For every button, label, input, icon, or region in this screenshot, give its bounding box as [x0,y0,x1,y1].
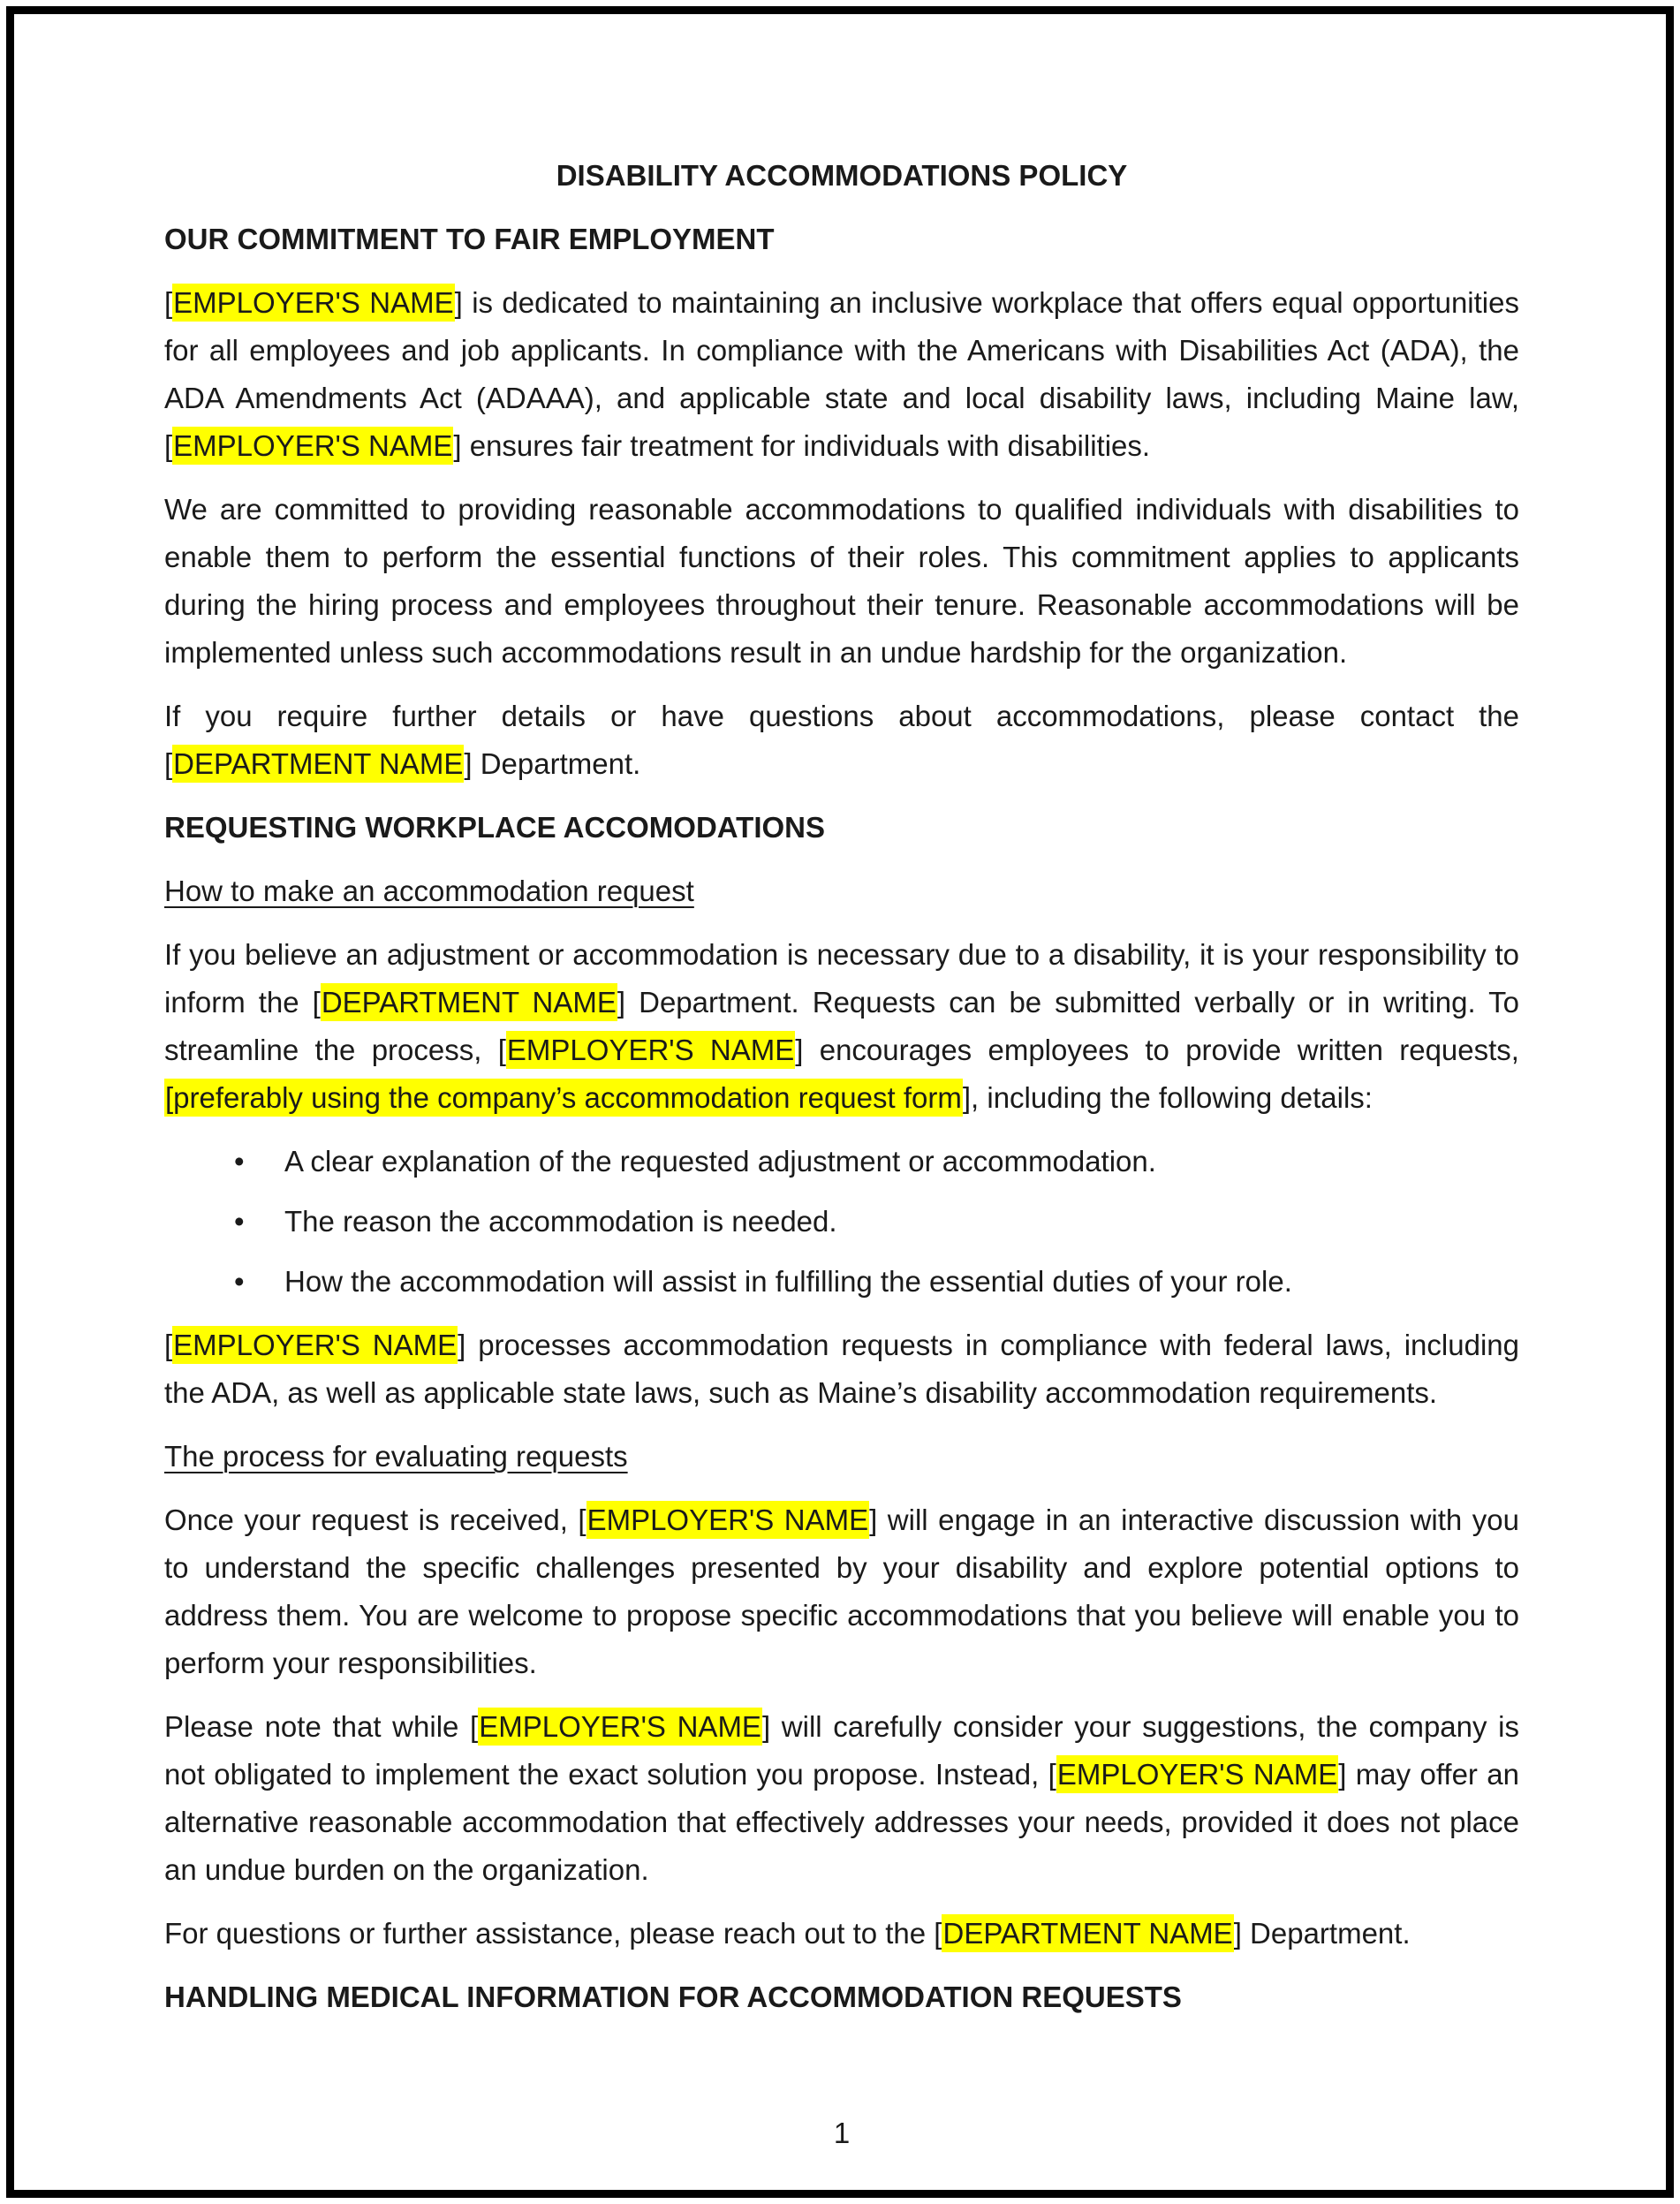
section-heading: HANDLING MEDICAL INFORMATION FOR ACCOMMODATION REQUESTS [164,1981,1182,2013]
section-heading: REQUESTING WORKPLACE ACCOMODATIONS [164,811,825,844]
text-run: ] Department. [464,747,641,780]
paragraph [164,279,1519,470]
text-run: ] Department. Requests can be submitted verbally or in writing. To streamline the process, [ [164,986,1519,1066]
text-run: ] is dedicated to maintaining an inclusive workplace that offers equal opportunities for all employees and job applicants. In compliance with the Americans with Disabilities Act (ADA), the ADA Amendments Act (ADAAA), and applicable state and local disability laws, including Maine law, [ [164,286,1519,462]
highlighted-placeholder: EMPLOYER'S NAME [1056,1755,1338,1793]
highlighted-placeholder: DEPARTMENT NAME [942,1914,1233,1952]
highlighted-placeholder: EMPLOYER'S NAME [172,284,454,322]
sub-heading: The process for evaluating requests [164,1440,628,1473]
highlighted-placeholder: EMPLOYER'S NAME [478,1708,762,1746]
text-run: [ [164,1329,173,1361]
text-run: ] encourages employees to provide written requests, [795,1034,1519,1066]
paragraph [164,1496,1519,1687]
highlighted-placeholder: EMPLOYER'S NAME [172,1326,458,1364]
highlighted-placeholder: DEPARTMENT NAME [321,983,617,1021]
text-run: ] Department. [1233,1917,1411,1950]
document-body [164,216,1519,2021]
text-run: If you require further details or have questions about accommodations, please contact the [ [164,700,1519,780]
highlighted-placeholder: EMPLOYER'S NAME [172,427,453,465]
text-run: Please note that while [ [164,1710,479,1743]
page-number: 1 [833,2117,851,2149]
paragraph [164,1322,1519,1417]
text-run: If you believe an adjustment or accommodation is necessary due to a disability, it is your responsibility to inform the [ [164,938,1519,1019]
text-run: We are committed to providing reasonable accommodations to qualified individuals with disabilities to enable them to perform the essential functions of their roles. This commitment applies to applicants during the hiring process and employees throughout their tenure. Reasonable accommodations will be implemented unless such accommodations result in an undue hardship for the organization. [164,493,1519,669]
text-run: ], including the following details: [962,1081,1373,1114]
list-item: • A clear explanation of the requested adjustment or accommodation. [164,1138,1519,1185]
text-run: ] processes accommodation requests in compliance with federal laws, including the ADA, as well as applicable state laws, such as Maine’s disability accommodation requirements. [164,1329,1519,1409]
text-run: ] will carefully consider your suggestions, the company is not obligated to implement the exact solution you propose. Instead, [ [164,1710,1520,1791]
list-item: • How the accommodation will assist in fulfilling the essential duties of your role. [164,1258,1519,1306]
text-run: For questions or further assistance, please reach out to the [ [164,1917,942,1950]
text-run: ] ensures fair treatment for individuals with disabilities. [453,429,1151,462]
paragraph [164,1703,1519,1894]
bullet-list [164,1138,1519,1306]
highlighted-placeholder: [preferably using the company’s accommodation request form [164,1079,963,1117]
paragraph [164,931,1519,1122]
text-run: ] may offer an alternative reasonable accommodation that effectively addresses your needs, provided it does not place an undue burden on the organization. [164,1758,1519,1886]
highlighted-placeholder: DEPARTMENT NAME [172,745,464,783]
sub-heading: How to make an accommodation request [164,875,694,907]
highlighted-placeholder: EMPLOYER'S NAME [506,1031,795,1069]
paragraph [164,693,1519,788]
list-item: • The reason the accommodation is needed. [164,1198,1519,1246]
paragraph [164,486,1519,677]
highlighted-placeholder: EMPLOYER'S NAME [586,1501,870,1539]
document-title: DISABILITY ACCOMMODATIONS POLICY [556,159,1128,192]
text-run: Once your request is received, [ [164,1503,586,1536]
text-run: ] will engage in an interactive discussion with you to understand the specific challenges presented by your disability and explore potential options to address them. You are welcome to propose specific accommodations that you believe will enable you to perform your responsibilities. [164,1503,1519,1679]
section-heading: OUR COMMITMENT TO FAIR EMPLOYMENT [164,223,775,255]
paragraph [164,1910,1519,1958]
text-run: [ [164,286,173,319]
